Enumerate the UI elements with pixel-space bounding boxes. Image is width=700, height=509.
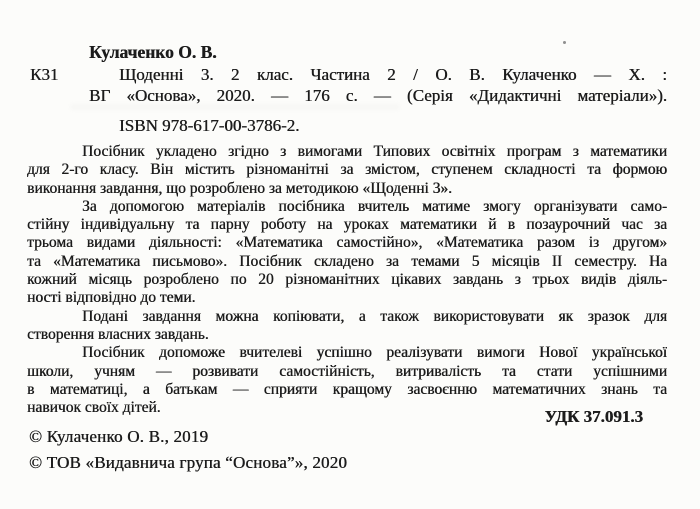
paragraph-line: створення власних завдань. bbox=[27, 325, 209, 343]
paragraph-line: трьома видами діяльності: «Математика самостійно», «Математика разом із другом» bbox=[27, 234, 667, 252]
annotation-paragraph bbox=[27, 308, 667, 345]
copyright-publisher-line: © ТОВ «Видавнича група “Основа”», 2020 bbox=[29, 453, 347, 472]
copyright-block bbox=[29, 424, 347, 476]
paragraph-line: школи, учням — розвивати самостійність, витривалість та стати успішними bbox=[27, 362, 667, 380]
catalog-entry-row bbox=[27, 64, 667, 86]
copyright-author-line: © Кулаченко О. В., 2019 bbox=[29, 427, 209, 446]
paragraph-line: стійну індивідуальну та парну роботу на уроках математики й в позаурочний час за bbox=[27, 216, 667, 234]
paragraph-line: ності відповідно до теми. bbox=[27, 289, 196, 307]
paragraph-line: За допомогою матеріалів посібника вчитель матиме змогу організувати само- bbox=[82, 197, 667, 215]
paragraph-line: виконання завдання, що розроблено за методикою «Щоденні 3». bbox=[27, 179, 452, 197]
paragraph-line: навичок своїх дітей. bbox=[27, 399, 161, 417]
paragraph-line: в математиці, а батькам — сприяти кращому засвоєнню математичних знань та bbox=[27, 380, 667, 398]
annotation-paragraph bbox=[27, 143, 667, 198]
catalog-imprint-line: ВГ «Основа», 2020. — 176 с. — (Серія «Дидактичні матеріали»). bbox=[89, 86, 667, 105]
catalog-index-code: К31 bbox=[30, 64, 59, 84]
annotation-text bbox=[27, 143, 667, 417]
annotation-paragraph bbox=[27, 198, 667, 308]
paragraph-line: Посібник допоможе вчителеві успішно реалізувати вимоги Нової української bbox=[82, 344, 667, 362]
paragraph-line: кожний місяць розроблено по 20 різноманітних цікавих завдань з трьох видів діяль- bbox=[27, 271, 667, 289]
udc-number: УДК 37.091.3 bbox=[544, 407, 643, 426]
paragraph-line: для 2-го класу. Він містить різноманітні за змістом, ступенем складності та формою bbox=[27, 161, 667, 179]
author-heading: Кулаченко О. В. bbox=[89, 42, 217, 62]
paragraph-line: та «Математика письмово». Посібник складено за темами 5 місяців ІІ семестру. На bbox=[27, 252, 667, 270]
catalog-title-line: Щоденні 3. 2 клас. Частина 2 / О. В. Кулаченко — Х. : bbox=[119, 64, 667, 84]
paragraph-line: Подані завдання можна копіювати, а також використовувати як зразок для bbox=[82, 307, 667, 325]
catalog-card bbox=[27, 42, 667, 137]
paragraph-line: Посібник укладено згідно з вимогами Типових освітніх програм з математики bbox=[82, 143, 667, 160]
isbn-line: ISBN 978-617-00-3786-2. bbox=[119, 116, 300, 135]
